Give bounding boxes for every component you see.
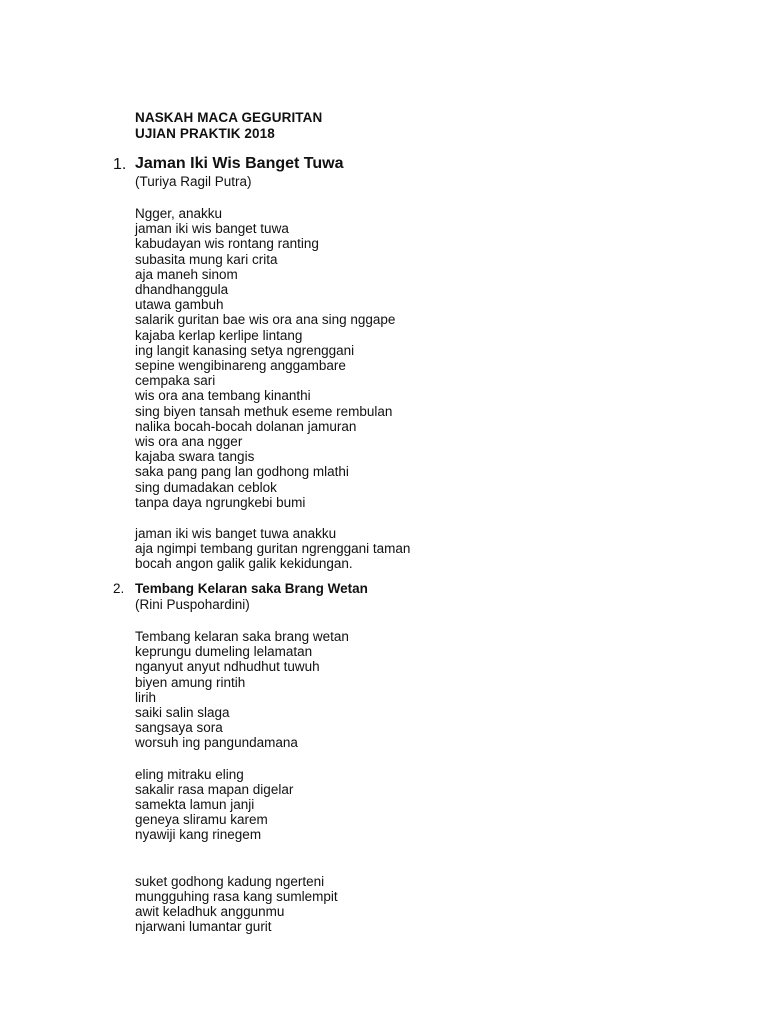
poem-line: suket godhong kadung ngerteni [135,873,325,889]
stanza [135,629,368,751]
poem-line: sing dumadakan ceblok [135,479,277,495]
poem-line: aja ngimpi tembang guritan ngrenggani taman [135,541,411,557]
stanza [135,526,410,572]
poem-number: 2. [113,581,125,596]
header-title: NASKAH MACA GEGURITAN [135,110,323,125]
poem-line: dhandhanggula [135,282,229,298]
poem-line: nganyut anyut ndhudhut tuwuh [135,659,320,675]
poem-line: kabudayan wis rontang ranting [135,236,319,252]
stanza [135,767,368,843]
document-header [135,110,322,142]
poem-line: jaman iki wis banget tuwa anakku [135,526,337,542]
poem-line: lirih [135,689,157,705]
poem-line: nyawiji kang rinegem [135,827,262,843]
poem-line: sangsaya sora [135,720,223,736]
poem-line: aja maneh sinom [135,266,238,282]
stanza [135,206,410,510]
poem-number: 1. [113,156,127,173]
poem-line: keprungu dumeling lelamatan [135,644,313,660]
poem-line: sakalir rasa mapan digelar [135,781,294,797]
poem-line: eling mitraku eling [135,766,244,782]
poem-line: Tembang kelaran saka brang wetan [135,629,349,644]
poem-line: bocah angon galik galik kekidungan. [135,556,353,572]
poem-line: njarwani lumantar gurit [135,919,272,935]
poem-line: saiki salin slaga [135,705,230,721]
poem-line: kajaba kerlap kerlipe lintang [135,327,303,343]
poem-author: (Rini Puspohardini) [135,597,250,612]
header-subtitle: UJIAN PRAKTIK 2018 [135,126,275,141]
poem-line: saka pang pang lan godhong mlathi [135,464,349,480]
poem-line: kajaba swara tangis [135,449,255,465]
poem-author: (Turiya Ragil Putra) [135,174,252,189]
poem-content [135,580,368,934]
poem-line: jaman iki wis banget tuwa [135,221,289,237]
poem-line: samekta lamun janji [135,797,255,813]
poem-line: salarik guritan bae wis ora ana sing nggape [135,312,396,328]
poem-content [135,154,410,572]
poem-line: geneya sliramu karem [135,812,268,828]
poem-line: nalika bocah-bocah dolanan jamuran [135,418,357,434]
poem-line: tanpa daya ngrungkebi bumi [135,494,306,510]
poem-line: wis ora ana tembang kinanthi [135,388,311,404]
poem-line: cempaka sari [135,373,216,389]
poem-line: ing langit kanasing setya ngrenggani [135,342,355,358]
poem-line: wis ora ana ngger [135,434,243,450]
poem-title: Jaman Iki Wis Banget Tuwa [135,155,344,172]
poem-line: utawa gambuh [135,297,224,313]
poem-line: sepine wengibinareng anggambare [135,358,346,374]
poem-title: Tembang Kelaran saka Brang Wetan [135,581,368,596]
poem-line: mungguhing rasa kang sumlempit [135,888,338,904]
poem-line: biyen amung rintih [135,674,246,690]
poem-line: worsuh ing pangundamana [135,735,298,751]
poem-line: subasita mung kari crita [135,251,278,267]
poem-line: sing biyen tansah methuk eseme rembulan [135,403,393,419]
stanza [135,874,368,935]
poem-line: awit keladhuk anggunmu [135,904,285,920]
poem-line: Ngger, anakku [135,206,223,221]
